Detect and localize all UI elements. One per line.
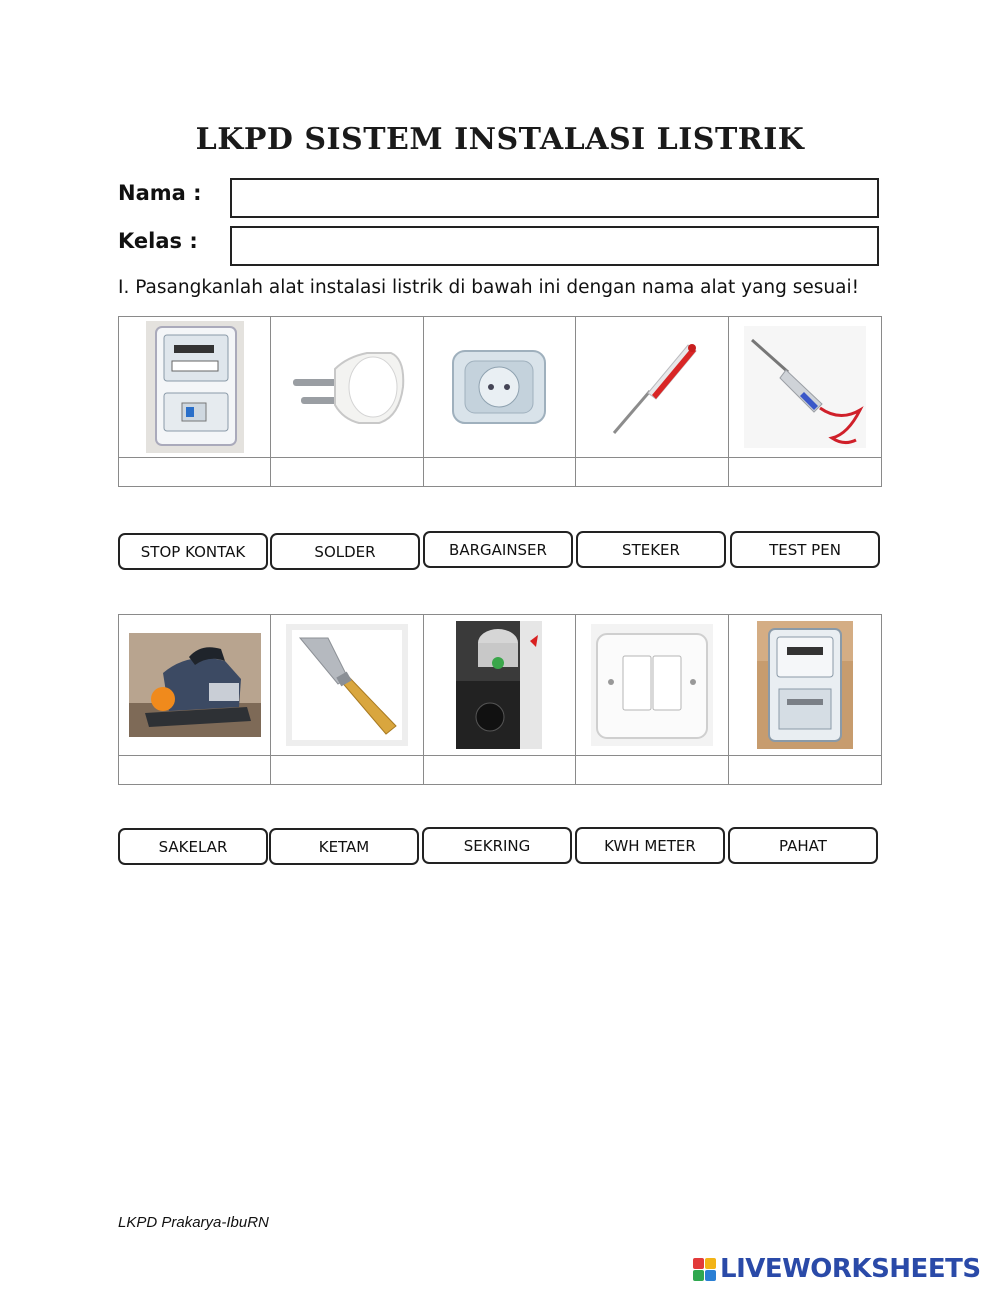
option-chip[interactable]: KWH METER xyxy=(575,827,725,864)
answer-drop-slot[interactable] xyxy=(729,458,881,486)
image-cell xyxy=(729,615,881,756)
option-chip[interactable]: TEST PEN xyxy=(730,531,880,568)
liveworksheets-brand[interactable] xyxy=(693,1253,981,1285)
answer-drop-slot[interactable] xyxy=(119,756,271,784)
image-cell xyxy=(271,615,423,756)
worksheet-title: LKPD SISTEM INSTALASI LISTRIK xyxy=(195,122,805,157)
answer-drop-slot[interactable] xyxy=(119,458,271,486)
image-cell xyxy=(424,317,576,458)
liveworksheets-logo-icon xyxy=(693,1258,716,1281)
chisel-image xyxy=(286,624,408,746)
option-chip[interactable]: KETAM xyxy=(269,828,419,865)
image-cell xyxy=(424,615,576,756)
test-pen-image xyxy=(592,327,712,447)
plug-image xyxy=(287,339,407,435)
kwh-meter-image xyxy=(146,321,244,453)
option-chips-1 xyxy=(118,531,882,571)
option-chip[interactable]: SEKRING xyxy=(422,827,572,864)
electric-planer-image xyxy=(129,633,261,737)
answer-drop-slot[interactable] xyxy=(424,458,576,486)
option-chip[interactable]: STOP KONTAK xyxy=(118,533,268,570)
option-chip[interactable]: STEKER xyxy=(576,531,726,568)
class-label: Kelas : xyxy=(118,229,198,253)
class-field[interactable] xyxy=(230,226,879,266)
answer-drop-slot[interactable] xyxy=(271,756,423,784)
fuse-image xyxy=(456,621,542,749)
answer-drop-slot[interactable] xyxy=(424,756,576,784)
image-grid-2 xyxy=(118,614,882,785)
soldering-iron-image xyxy=(744,326,866,448)
answer-drop-slot[interactable] xyxy=(576,458,728,486)
wall-socket-image xyxy=(449,347,549,427)
answer-drop-slot[interactable] xyxy=(271,458,423,486)
answer-drop-slot[interactable] xyxy=(729,756,881,784)
light-switch-image xyxy=(591,624,713,746)
footer-credit: LKPD Prakarya-IbuRN xyxy=(118,1214,269,1231)
option-chip[interactable]: PAHAT xyxy=(728,827,878,864)
answer-drop-slot[interactable] xyxy=(576,756,728,784)
name-label: Nama : xyxy=(118,181,202,205)
image-cell xyxy=(271,317,423,458)
image-grid-1 xyxy=(118,316,882,487)
option-chip[interactable]: BARGAINSER xyxy=(423,531,573,568)
kwh-meter-image xyxy=(757,621,853,749)
option-chip[interactable]: SOLDER xyxy=(270,533,420,570)
image-cell xyxy=(576,317,728,458)
option-chip[interactable]: SAKELAR xyxy=(118,828,268,865)
image-cell xyxy=(729,317,881,458)
image-cell xyxy=(119,615,271,756)
option-chips-2 xyxy=(118,827,882,867)
image-cell xyxy=(119,317,271,458)
image-cell xyxy=(576,615,728,756)
brand-name: LIVEWORKSHEETS xyxy=(720,1254,981,1284)
instruction-text: I. Pasangkanlah alat instalasi listrik di bawah ini dengan nama alat yang sesuai! xyxy=(118,277,860,298)
name-field[interactable] xyxy=(230,178,879,218)
